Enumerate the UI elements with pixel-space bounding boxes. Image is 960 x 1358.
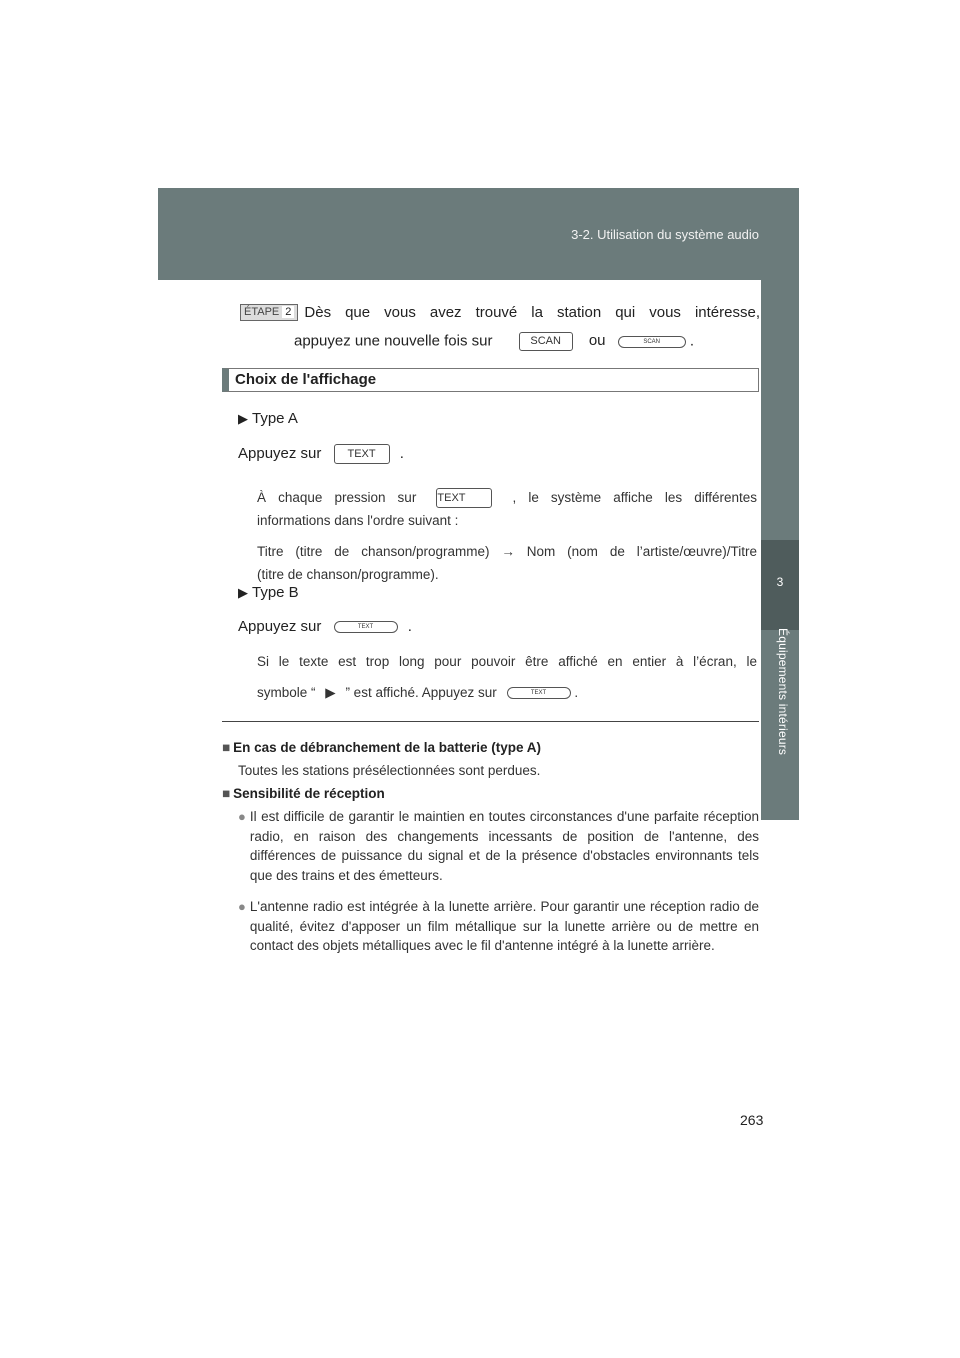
- square-bullet-icon: ■: [222, 786, 231, 801]
- notes: [222, 740, 759, 956]
- type-a-label: ▶ Type A: [238, 410, 298, 427]
- chapter-title: Équipements intérieurs: [776, 628, 790, 756]
- type-b-press: Appuyez sur TEXT .: [238, 618, 412, 635]
- note-sensitivity-heading: ■ Sensibilité de réception: [222, 786, 385, 801]
- page-number: 263: [740, 1112, 764, 1128]
- text-button-a-icon: TEXT: [334, 444, 390, 464]
- step-2: [240, 304, 760, 351]
- type-b-description: Si le texte est trop long pour pouvoir être affiché en entier à l’écran, le symbole “ ▶ ” est affiché. Appuyez sur TEXT .: [257, 654, 757, 700]
- scan-button-b-icon: SCAN: [618, 336, 686, 348]
- section-title-header: 3-2. Utilisation du système audio: [571, 227, 759, 242]
- triangle-right-icon: ▶: [238, 411, 248, 426]
- type-a-press: Appuyez sur TEXT .: [238, 444, 404, 464]
- chapter-number: 3: [776, 575, 784, 589]
- triangle-right-icon: ▶: [325, 685, 336, 700]
- type-b-label: ▶ Type B: [238, 584, 299, 601]
- list-item: ● L'antenne radio est intégrée à la lunette arrière. Pour garantir une réception radio de qualité, évitez d'apposer un film métallique sur la lunette arrière ou de mettre en contact des objets métalliques avec le fil d'antenne intégré à la lunette arrière.: [222, 897, 759, 956]
- text-button-b-icon: TEXT: [334, 621, 398, 633]
- square-bullet-icon: ■: [222, 740, 231, 755]
- section-heading: Choix de l'affichage: [222, 368, 759, 392]
- triangle-right-icon: ▶: [238, 585, 248, 600]
- step-badge: ÉTAPE 2: [240, 304, 298, 321]
- text-button-b-inline-icon: TEXT: [507, 687, 571, 699]
- list-item: ● Il est difficile de garantir le maintien en toutes circonstances d'une parfaite réception radio, en raison des changements incessants de position de l'antenne, des différences de puissance du signal et de la présence d'obstacles environnants tels que des trains et des émetteurs.: [222, 807, 759, 885]
- text-button-a-inline-icon: TEXT: [436, 488, 492, 508]
- type-a-description: À chaque pression sur TEXT , le système affiche les différentes informations dans l'ordre suivant : Titre (titre de chanson/programme) → Nom (nom de l’artiste/œuvre)/Titre (titre de chanson/programme).: [257, 490, 757, 582]
- note-battery-text: Toutes les stations présélectionnées sont perdues.: [238, 763, 541, 778]
- circle-bullet-icon: ●: [238, 809, 246, 824]
- step-line-1: ÉTAPE 2 Dès que vous avez trouvé la station qui vous intéresse,: [240, 304, 760, 326]
- note-battery-heading: ■ En cas de débranchement de la batterie (type A): [222, 740, 541, 755]
- scan-button-a-icon: SCAN: [519, 332, 573, 351]
- step-line-2: appuyez une nouvelle fois sur SCAN ou SCAN .: [294, 332, 695, 350]
- circle-bullet-icon: ●: [238, 899, 246, 914]
- divider: [222, 721, 759, 722]
- header-band: [158, 188, 799, 280]
